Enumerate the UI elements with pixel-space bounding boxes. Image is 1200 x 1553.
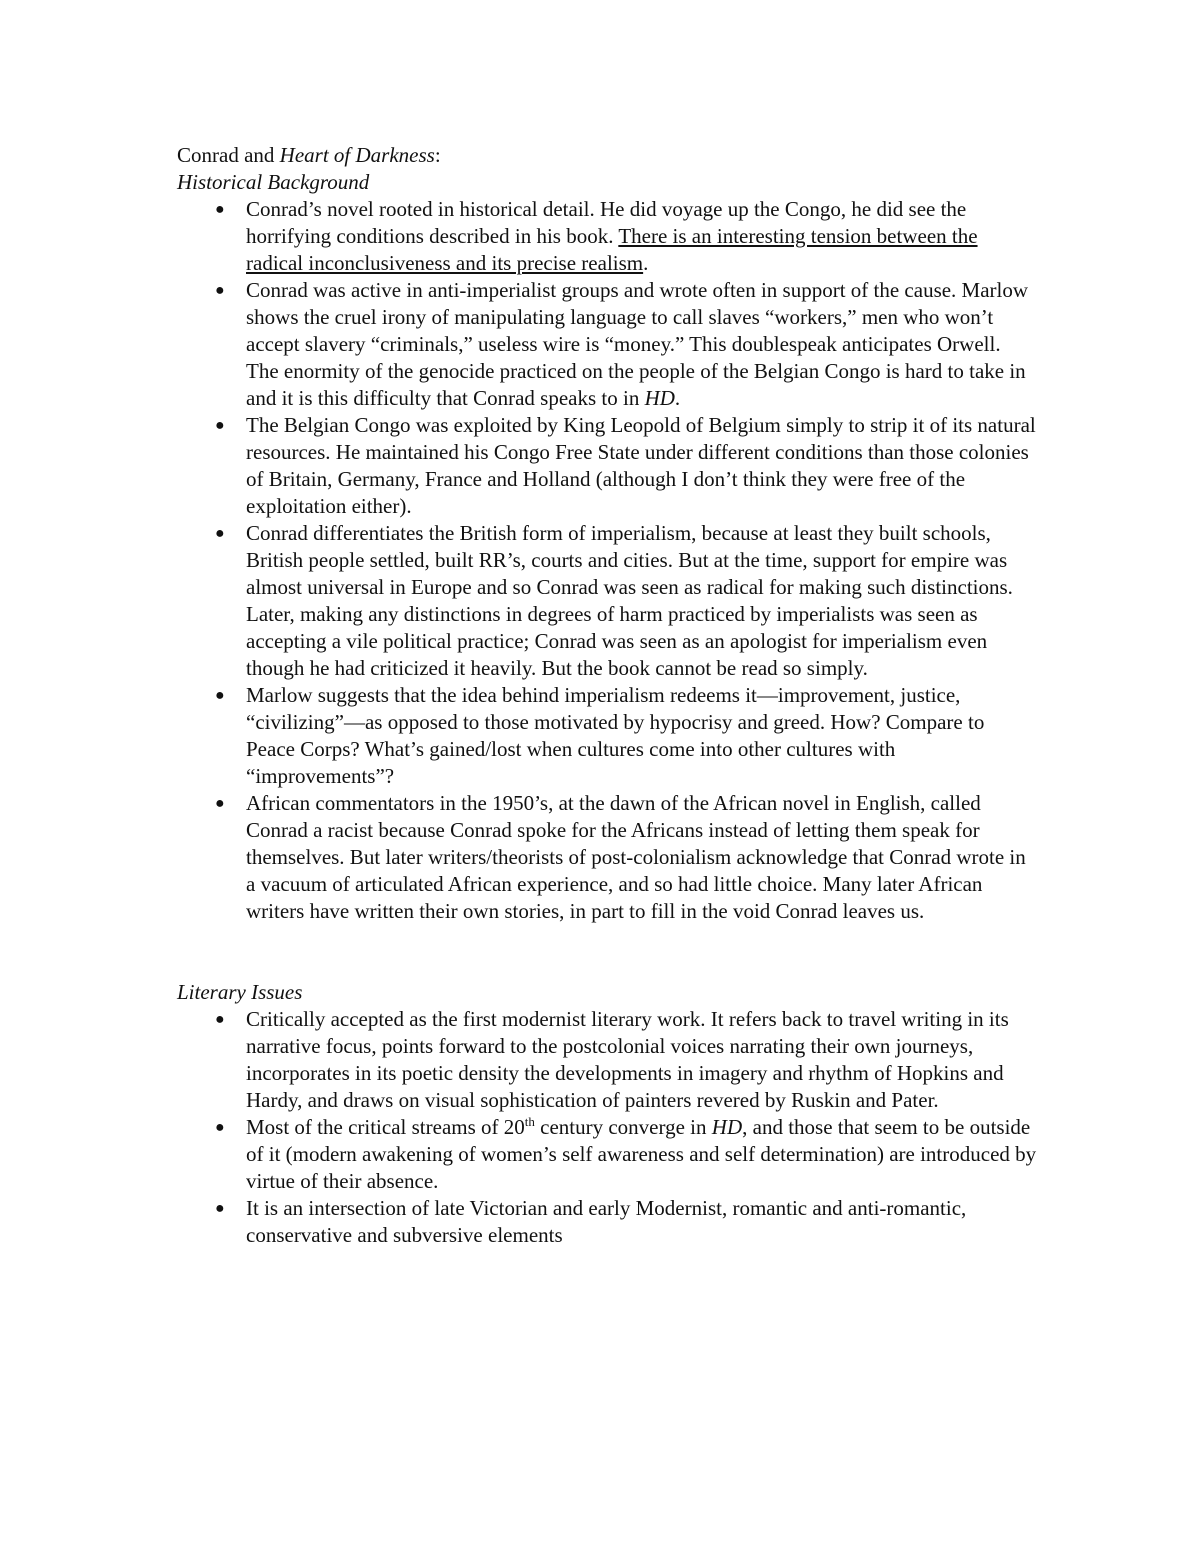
historical-bullet-1: ● Conrad’s novel rooted in historical detail. He did voyage up the Congo, he did see the horrifying conditions described in his book. There is an interesting tension between the radical inconclusiveness and its precise realism.	[215, 197, 978, 275]
bullet-icon: ●	[215, 1119, 225, 1136]
historical-bullet-5: ● Marlow suggests that the idea behind imperialism redeems it—improvement, justice, “civilizing”—as opposed to those motivated by hypocrisy and greed. How? Compare to Peace Corps? What’s gained/lost when cultures come into other cultures with “improvements”?	[215, 683, 985, 788]
title-book: Heart of Darkness	[279, 143, 435, 167]
title-suffix: :	[434, 143, 441, 167]
literary-bullet-3: ● It is an intersection of late Victorian and early Modernist, romantic and anti-romantic, conservative and subversive elements	[215, 1196, 967, 1247]
literary-bullet-2: ● Most of the critical streams of 20th century converge in HD, and those that seem to be outside of it (modern awakening of women’s self awareness and self determination) are introduced by virtue of their absence.	[215, 1114, 1037, 1193]
literary-bullet-1: ● Critically accepted as the first modernist literary work. It refers back to travel writing in its narrative focus, points forward to the postcolonial voices narrating their own journeys, incorporates in its poetic density the developments in imagery and rhythm of Hopkins and Hardy, and draws on visual sophistication of painters revered by Ruskin and Pater.	[215, 1007, 1009, 1112]
bullet-icon: ●	[215, 201, 225, 218]
title-prefix: Conrad and	[177, 143, 280, 167]
bullet-icon: ●	[215, 282, 225, 299]
bullet-icon: ●	[215, 525, 225, 542]
bullet-icon: ●	[215, 417, 225, 434]
document-title	[177, 142, 1037, 169]
bullet-icon: ●	[215, 687, 225, 704]
document-content	[177, 142, 1037, 1249]
historical-bullet-6: ● African commentators in the 1950’s, at the dawn of the African novel in English, called Conrad a racist because Conrad spoke for the Africans instead of letting them speak for themselves. But later writers/theorists of post-colonialism acknowledge that Conrad wrote in a vacuum of articulated African experience, and so had little choice. Many later African writers have written their own stories, in part to fill in the void Conrad leaves us.	[215, 791, 1026, 923]
historical-list	[177, 196, 1037, 925]
literary-list	[177, 1006, 1037, 1249]
bullet-icon: ●	[215, 795, 225, 812]
underlined-text: There is an interesting tension between the radical inconclusiveness and its precise realism	[246, 224, 978, 275]
bullet-icon: ●	[215, 1200, 225, 1217]
historical-bullet-4: ● Conrad differentiates the British form of imperialism, because at least they built schools, British people settled, built RR’s, courts and cities. But at the time, support for empire was almost universal in Europe and so Conrad was seen as radical for making such distinctions. Later, making any distinctions in degrees of harm practiced by imperialists was seen as accepting a vile political practice; Conrad was seen as an apologist for imperialism even though he had criticized it heavily. But the book cannot be read so simply.	[215, 521, 1013, 680]
historical-bullet-3: ● The Belgian Congo was exploited by King Leopold of Belgium simply to strip it of its natural resources. He maintained his Congo Free State under different conditions than those colonies of Britain, Germany, France and Holland (although I don’t think they were free of the exploitation either).	[215, 413, 1036, 518]
historical-heading: Historical Background	[177, 170, 370, 194]
section-spacer	[177, 925, 1037, 979]
bullet-icon: ●	[215, 1011, 225, 1028]
historical-bullet-2: ● Conrad was active in anti-imperialist groups and wrote often in support of the cause. Marlow shows the cruel irony of manipulating language to call slaves “workers,” men who won’t accept slavery “criminals,” useless wire is “money.” This doublespeak anticipates Orwell. The enormity of the genocide practiced on the people of the Belgian Congo is hard to take in and it is this difficulty that Conrad speaks to in HD.	[215, 278, 1029, 410]
literary-heading: Literary Issues	[177, 980, 303, 1004]
